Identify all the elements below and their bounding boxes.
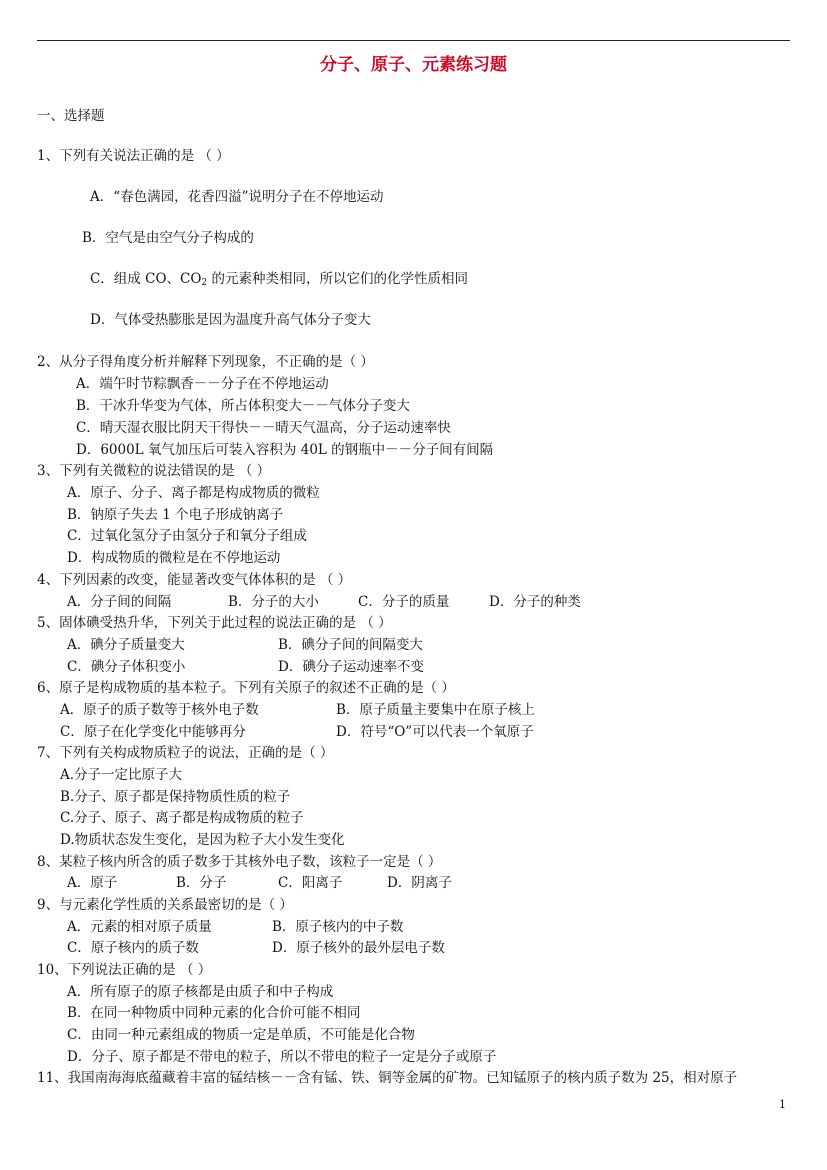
question-5-stem: 5、固体碘受热升华，下列关于此过程的说法正确的是 （ ） bbox=[37, 615, 392, 631]
question-7-option-b: B.分子、原子都是保持物质性质的粒子 bbox=[60, 789, 291, 805]
question-7-option-c: C.分子、原子、离子都是构成物质的粒子 bbox=[60, 810, 304, 826]
question-2-option-b: B．干冰升华变为气体，所占体积变大－－气体分子变大 bbox=[76, 398, 410, 414]
question-2-option-a: A．端午时节粽飘香－－分子在不停地运动 bbox=[76, 376, 329, 392]
question-1-option-b: B．空气是由空气分子构成的 bbox=[82, 230, 254, 246]
question-4-option-d: D．分子的种类 bbox=[489, 594, 581, 610]
question-10-stem: 10、下列说法正确的是 （ ） bbox=[37, 962, 212, 978]
question-7-stem: 7、下列有关构成物质粒子的说法，正确的是（ ） bbox=[37, 745, 334, 761]
question-10-option-b: B．在同一种物质中同种元素的化合价可能不相同 bbox=[67, 1005, 361, 1021]
question-1-stem: 1、下列有关说法正确的是 （ ） bbox=[37, 148, 230, 164]
question-9-option-a: A．元素的相对原子质量 bbox=[67, 919, 212, 935]
question-1-option-a: A．“春色满园，花香四溢”说明分子在不停地运动 bbox=[90, 189, 384, 205]
question-6-option-b: B．原子质量主要集中在原子核上 bbox=[336, 702, 535, 718]
question-8-stem: 8、某粒子核内所含的质子数多于其核外电子数，该粒子一定是（ ） bbox=[37, 854, 442, 870]
question-8-option-a: A．原子 bbox=[67, 875, 118, 891]
question-4-option-a: A．分子间的间隔 bbox=[67, 594, 172, 610]
question-9-stem: 9、与元素化学性质的关系最密切的是（ ） bbox=[37, 897, 293, 913]
question-5-option-a: A．碘分子质量变大 bbox=[67, 637, 185, 653]
question-5-option-c: C．碘分子体积变小 bbox=[67, 659, 186, 675]
page-title: 分子、原子、元素练习题 bbox=[320, 55, 507, 75]
question-3-option-c: C．过氧化氢分子由氢分子和氧分子组成 bbox=[67, 528, 307, 544]
header-rule bbox=[37, 40, 790, 41]
question-5-option-d: D．碘分子运动速率不变 bbox=[278, 659, 424, 675]
question-3-option-d: D．构成物质的微粒是在不停地运动 bbox=[67, 550, 281, 566]
question-7-option-d: D.物质状态发生变化，是因为粒子大小发生变化 bbox=[60, 832, 345, 848]
question-4-option-c: C．分子的质量 bbox=[358, 594, 450, 610]
question-10-option-d: D．分子、原子都是不带电的粒子，所以不带电的粒子一定是分子或原子 bbox=[67, 1049, 497, 1065]
question-8-option-c: C．阳离子 bbox=[278, 875, 343, 891]
question-8-option-b: B．分子 bbox=[176, 875, 227, 891]
question-1-option-d: D．气体受热膨胀是因为温度升高气体分子变大 bbox=[90, 312, 371, 328]
question-11-stem: 11、我国南海海底蕴藏着丰富的锰结核－－含有锰、铁、铜等金属的矿物。已知锰原子的核内质子数为 25，相对原子 bbox=[37, 1070, 738, 1086]
option-c-suffix: 的元素种类相同，所以它们的化学性质相同 bbox=[207, 271, 468, 287]
question-2-option-c: C．晴天湿衣服比阴天干得快－－晴天气温高，分子运动速率快 bbox=[76, 420, 451, 436]
question-3-stem: 3、下列有关微粒的说法错误的是 （ ） bbox=[37, 463, 271, 479]
question-3-option-a: A．原子、分子、离子都是构成物质的微粒 bbox=[67, 485, 320, 501]
question-9-option-b: B．原子核内的中子数 bbox=[272, 919, 404, 935]
question-4-stem: 4、下列因素的改变，能显著改变气体体积的是 （ ） bbox=[37, 572, 352, 588]
question-6-option-c: C．原子在化学变化中能够再分 bbox=[60, 724, 246, 740]
section-title: 一、选择题 bbox=[37, 108, 105, 124]
question-10-option-a: A．所有原子的原子核都是由质子和中子构成 bbox=[67, 984, 334, 1000]
question-8-option-d: D．阴离子 bbox=[387, 875, 452, 891]
question-9-option-c: C．原子核内的质子数 bbox=[67, 940, 199, 956]
question-6-option-a: A．原子的质子数等于核外电子数 bbox=[60, 702, 259, 718]
option-c-subscript: 2 bbox=[201, 278, 208, 288]
question-4-option-b: B．分子的大小 bbox=[228, 594, 319, 610]
question-7-option-a: A.分子一定比原子大 bbox=[60, 767, 183, 783]
option-c-prefix: C．组成 CO、CO bbox=[90, 271, 202, 287]
question-2-option-d: D．6000L 氧气加压后可装入容积为 40L 的钢瓶中－－分子间有间隔 bbox=[76, 442, 494, 458]
page-number: 1 bbox=[779, 1098, 786, 1111]
question-2-stem: 2、从分子得角度分析并解释下列现象，不正确的是（ ） bbox=[37, 354, 374, 370]
question-9-option-d: D．原子核外的最外层电子数 bbox=[272, 940, 445, 956]
question-10-option-c: C．由同一种元素组成的物质一定是单质，不可能是化合物 bbox=[67, 1027, 415, 1043]
question-3-option-b: B．钠原子失去 1 个电子形成钠离子 bbox=[67, 507, 284, 523]
question-5-option-b: B．碘分子间的间隔变大 bbox=[278, 637, 423, 653]
question-6-stem: 6、原子是构成物质的基本粒子。下列有关原子的叙述不正确的是（ ） bbox=[37, 680, 455, 696]
question-1-option-c bbox=[90, 271, 468, 287]
question-6-option-d: D．符号“O”可以代表一个氧原子 bbox=[336, 724, 534, 740]
